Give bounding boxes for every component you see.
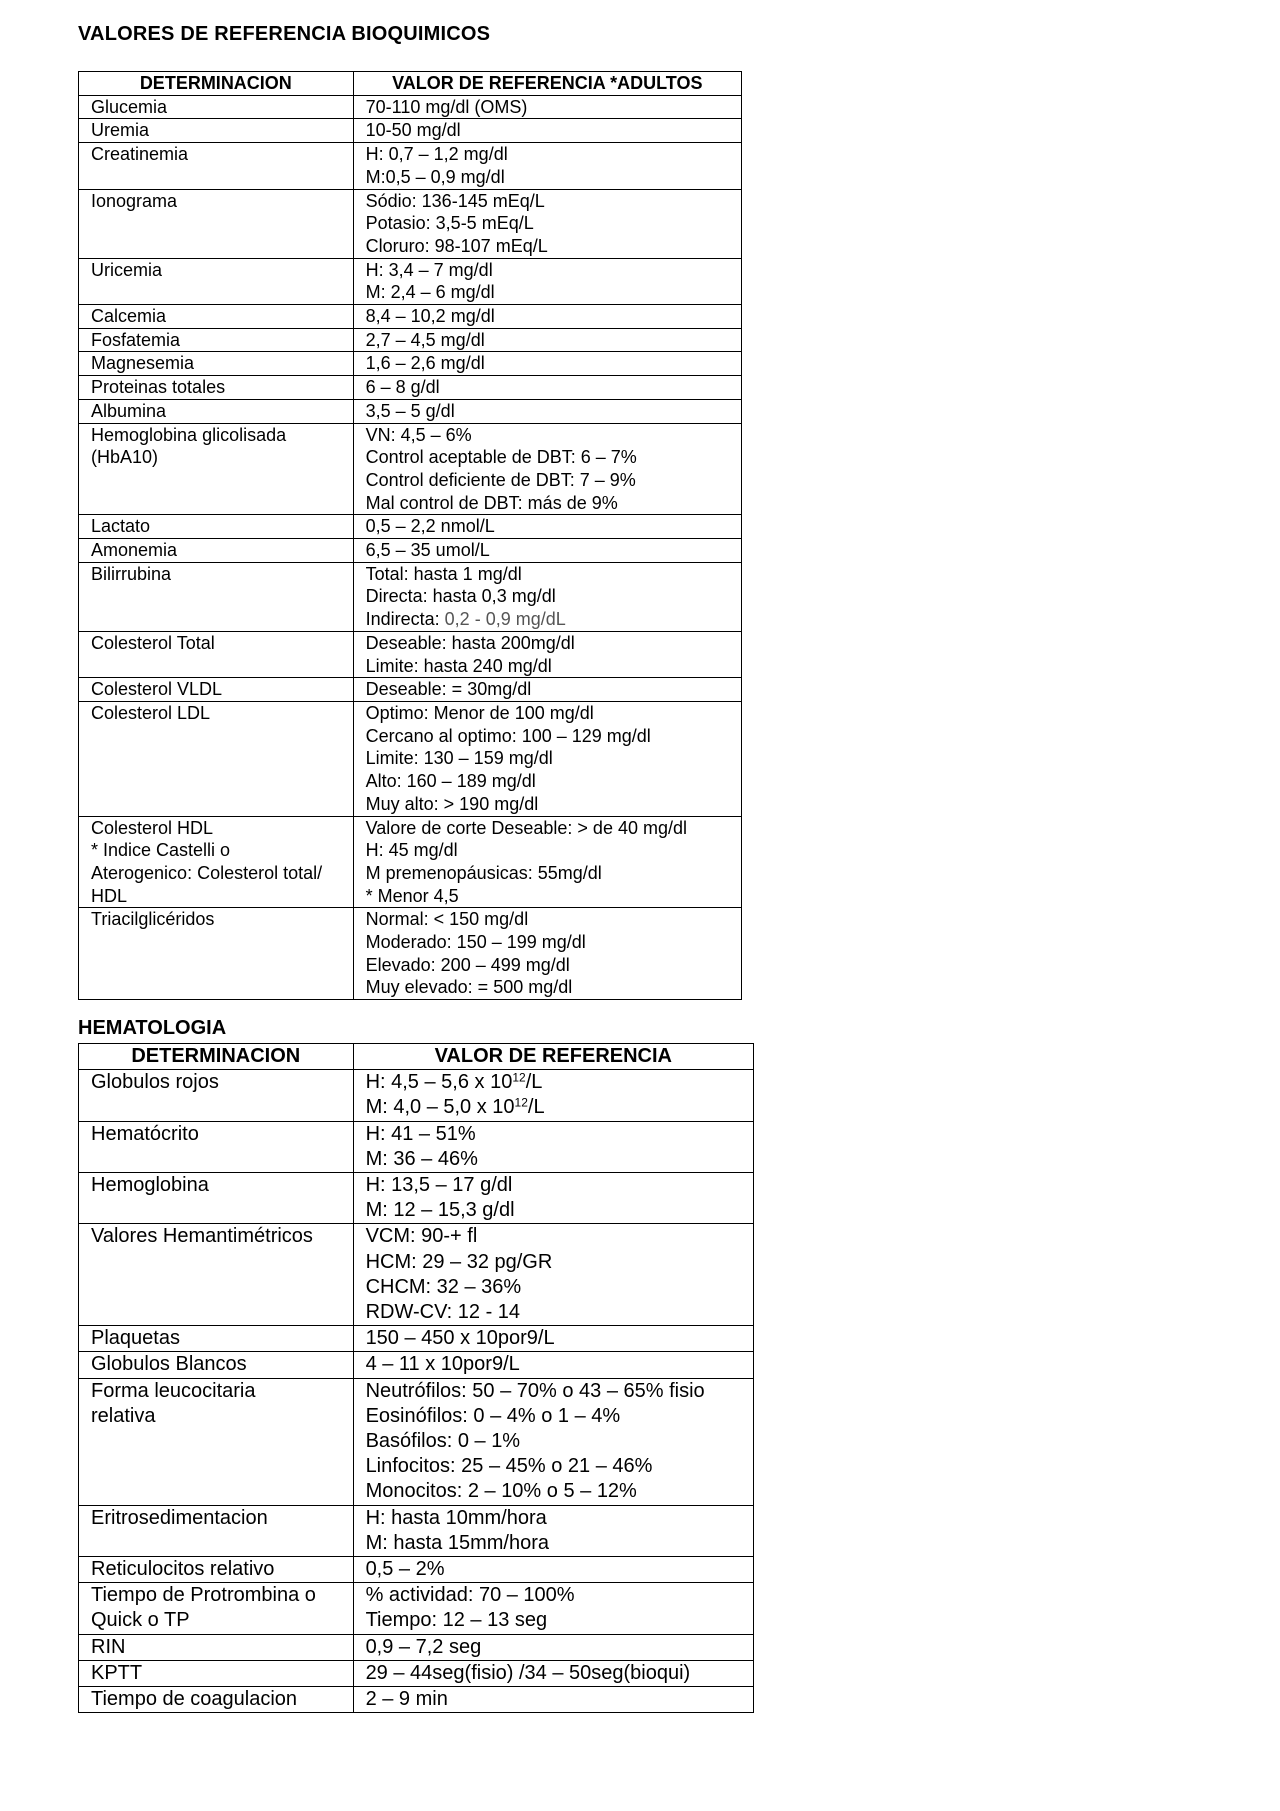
- table-row: [79, 1634, 754, 1660]
- valor-line: Deseable: = 30mg/dl: [365, 679, 532, 700]
- valor-text: 0,2 - 0,9 mg/dL: [444, 609, 566, 630]
- table-row: [79, 1173, 754, 1224]
- exponent: 12: [512, 1070, 526, 1085]
- valor-cell: [353, 908, 741, 1000]
- determinacion-line: Colesterol VLDL: [91, 679, 223, 700]
- determinacion-cell: [79, 1070, 354, 1121]
- hematologia-title: HEMATOLOGIA: [78, 1017, 227, 1039]
- valor-line: VCM: 90-+ fl: [365, 1225, 478, 1248]
- valor-line: Mal control de DBT: más de 9%: [365, 492, 618, 513]
- determinacion-cell: [79, 328, 354, 352]
- valor-line: 6,5 – 35 umol/L: [365, 540, 490, 561]
- column-header-valor-referencia: VALOR DE REFERENCIA: [353, 1044, 753, 1070]
- valor-line: Total: hasta 1 mg/dl: [365, 563, 522, 584]
- valor-line: CHCM: 32 – 36%: [365, 1275, 522, 1298]
- table-row: [79, 352, 742, 376]
- determinacion-cell: [79, 1121, 354, 1172]
- determinacion-line: Magnesemia: [91, 353, 195, 374]
- determinacion-line: HDL: [91, 885, 128, 906]
- determinacion-line: Bilirrubina: [91, 563, 172, 584]
- valor-cell: [353, 562, 741, 631]
- determinacion-line: Fosfatemia: [91, 329, 181, 350]
- determinacion-cell: [79, 399, 354, 423]
- valor-line: 0,5 – 2,2 nmol/L: [365, 516, 495, 537]
- determinacion-line: * Indice Castelli o: [91, 840, 231, 861]
- valor-line: Muy alto: > 190 mg/dl: [365, 793, 539, 814]
- table-row: [79, 678, 742, 702]
- table-row: [79, 376, 742, 400]
- valor-line: Monocitos: 2 – 10% o 5 – 12%: [365, 1480, 637, 1503]
- table-row: [79, 908, 742, 1000]
- table-row: [79, 816, 742, 908]
- determinacion-line: (HbA10): [91, 447, 159, 468]
- table-row: [79, 119, 742, 143]
- valor-text: M: 4,0 – 5,0 x 10: [365, 1096, 515, 1119]
- valor-cell: [353, 399, 741, 423]
- determinacion-line: Reticulocitos relativo: [91, 1558, 275, 1581]
- table-row: [79, 305, 742, 329]
- determinacion-cell: [79, 1352, 354, 1378]
- table-row: [79, 1121, 754, 1172]
- valor-line: M:0,5 – 0,9 mg/dl: [365, 166, 505, 187]
- valor-line: H: 41 – 51%: [365, 1122, 476, 1145]
- exponent: 12: [514, 1095, 528, 1110]
- valor-line: H: 3,4 – 7 mg/dl: [365, 259, 493, 280]
- valor-line: Moderado: 150 – 199 mg/dl: [365, 932, 586, 953]
- determinacion-cell: [79, 539, 354, 563]
- valor-cell: [353, 1583, 753, 1634]
- determinacion-cell: [79, 631, 354, 677]
- determinacion-line: KPTT: [91, 1661, 143, 1684]
- determinacion-line: Eritrosedimentacion: [91, 1506, 268, 1529]
- determinacion-cell: [79, 1505, 354, 1556]
- determinacion-line: Ionograma: [91, 190, 178, 211]
- valor-cell: [353, 95, 741, 119]
- determinacion-cell: [79, 1634, 354, 1660]
- table-row: [79, 515, 742, 539]
- valor-cell: [353, 376, 741, 400]
- determinacion-cell: [79, 515, 354, 539]
- valor-line: 4 – 11 x 10por9/L: [365, 1353, 520, 1376]
- determinacion-line: Creatinemia: [91, 144, 189, 165]
- determinacion-line: Hemoglobina glicolisada: [91, 424, 287, 445]
- table-row: [79, 328, 742, 352]
- column-header-determinacion: DETERMINACION: [79, 72, 354, 96]
- determinacion-line: Uremia: [91, 120, 150, 141]
- valor-line: 8,4 – 10,2 mg/dl: [365, 306, 495, 327]
- table-row: [79, 631, 742, 677]
- determinacion-cell: [79, 95, 354, 119]
- table-row: [79, 258, 742, 304]
- valor-line: Limite: hasta 240 mg/dl: [365, 655, 552, 676]
- determinacion-line: Tiempo de Protrombina o: [91, 1584, 316, 1607]
- valor-line: 29 – 44seg(fisio) /34 – 50seg(bioqui): [365, 1661, 691, 1684]
- table-row: [79, 1660, 754, 1686]
- determinacion-cell: [79, 701, 354, 816]
- table-row: [79, 1352, 754, 1378]
- determinacion-line: Albumina: [91, 400, 167, 421]
- determinacion-cell: [79, 1660, 354, 1686]
- determinacion-cell: [79, 119, 354, 143]
- valor-line: H: 0,7 – 1,2 mg/dl: [365, 144, 508, 165]
- valor-cell: [353, 352, 741, 376]
- determinacion-line: Forma leucocitaria: [91, 1379, 256, 1402]
- table-row: [79, 423, 742, 515]
- valor-line: 1,6 – 2,6 mg/dl: [365, 353, 485, 374]
- valor-cell: [353, 1505, 753, 1556]
- determinacion-cell: [79, 1378, 354, 1505]
- valor-cell: [353, 1557, 753, 1583]
- column-header-valor-referencia: VALOR DE REFERENCIA *ADULTOS: [353, 72, 741, 96]
- valor-line: H: 45 mg/dl: [365, 840, 458, 861]
- valor-line: [366, 1095, 753, 1120]
- valor-line: Alto: 160 – 189 mg/dl: [365, 771, 536, 792]
- determinacion-cell: [79, 189, 354, 258]
- determinacion-line: Amonemia: [91, 540, 178, 561]
- determinacion-cell: [79, 258, 354, 304]
- valor-text: /L: [527, 1096, 545, 1119]
- valor-line: H: hasta 10mm/hora: [365, 1506, 547, 1529]
- valor-text: H: 4,5 – 5,6 x 10: [365, 1071, 513, 1094]
- table-header-row: [79, 72, 742, 96]
- table-row: [79, 399, 742, 423]
- valor-cell: [353, 143, 741, 189]
- valor-line: Basófilos: 0 – 1%: [365, 1430, 521, 1453]
- determinacion-line: Globulos rojos: [91, 1071, 219, 1094]
- valor-line: Normal: < 150 mg/dl: [365, 909, 529, 930]
- determinacion-line: Calcemia: [91, 306, 167, 327]
- table-row: [79, 1557, 754, 1583]
- valor-line: M premenopáusicas: 55mg/dl: [365, 862, 602, 883]
- determinacion-cell: [79, 1583, 354, 1634]
- determinacion-line: Hematócrito: [91, 1122, 199, 1145]
- valor-line: Elevado: 200 – 499 mg/dl: [365, 954, 570, 975]
- table-row: [79, 95, 742, 119]
- valor-cell: [353, 1173, 753, 1224]
- valor-cell: [353, 258, 741, 304]
- table-row: [79, 1224, 754, 1326]
- valor-cell: [353, 539, 741, 563]
- valor-line: 0,5 – 2%: [365, 1558, 445, 1581]
- valor-line: Sódio: 136-145 mEq/L: [365, 190, 545, 211]
- table-row: [79, 1687, 754, 1713]
- determinacion-cell: [79, 1557, 354, 1583]
- valor-line: RDW-CV: 12 - 14: [365, 1301, 521, 1324]
- determinacion-line: Globulos Blancos: [91, 1353, 247, 1376]
- determinacion-line: Tiempo de coagulacion: [91, 1688, 298, 1711]
- valor-cell: [353, 189, 741, 258]
- determinacion-cell: [79, 1173, 354, 1224]
- valor-line: [366, 608, 741, 631]
- column-header-determinacion: DETERMINACION: [79, 1044, 354, 1070]
- valor-line: M: 36 – 46%: [365, 1147, 478, 1170]
- determinacion-line: Colesterol HDL: [91, 817, 214, 838]
- valor-line: Cercano al optimo: 100 – 129 mg/dl: [365, 725, 651, 746]
- valor-line: 70-110 mg/dl (OMS): [365, 96, 528, 117]
- valor-cell: [353, 1660, 753, 1686]
- valor-line: Cloruro: 98-107 mEq/L: [365, 235, 548, 256]
- determinacion-cell: [79, 1224, 354, 1326]
- valor-cell: [353, 328, 741, 352]
- document-title: VALORES DE REFERENCIA BIOQUIMICOS: [78, 23, 491, 45]
- valor-line: 2,7 – 4,5 mg/dl: [365, 329, 485, 350]
- determinacion-cell: [79, 305, 354, 329]
- valor-line: Eosinófilos: 0 – 4% o 1 – 4%: [365, 1404, 621, 1427]
- table-row: [79, 1070, 754, 1121]
- valor-line: Optimo: Menor de 100 mg/dl: [365, 702, 594, 723]
- valor-line: 10-50 mg/dl: [365, 120, 461, 141]
- valor-cell: [353, 1634, 753, 1660]
- valor-line: Potasio: 3,5-5 mEq/L: [365, 213, 534, 234]
- determinacion-line: Proteinas totales: [91, 377, 226, 398]
- table-header-row: [79, 1044, 754, 1070]
- valor-line: Muy elevado: = 500 mg/dl: [365, 977, 573, 998]
- table-row: [79, 143, 742, 189]
- table-row: [79, 539, 742, 563]
- valor-cell: [353, 1378, 753, 1505]
- valor-line: % actividad: 70 – 100%: [365, 1584, 575, 1607]
- table-row: [79, 701, 742, 816]
- determinacion-line: Lactato: [91, 516, 151, 537]
- valor-line: Directa: hasta 0,3 mg/dl: [365, 586, 556, 607]
- valor-cell: [353, 119, 741, 143]
- determinacion-cell: [79, 678, 354, 702]
- determinacion-line: Colesterol LDL: [91, 702, 211, 723]
- table-row: [79, 189, 742, 258]
- valor-cell: [353, 515, 741, 539]
- valor-line: M: hasta 15mm/hora: [365, 1531, 549, 1554]
- valor-line: Limite: 130 – 159 mg/dl: [365, 748, 553, 769]
- valor-cell: [353, 1352, 753, 1378]
- valor-cell: [353, 816, 741, 908]
- valor-line: 2 – 9 min: [365, 1688, 448, 1711]
- determinacion-line: RIN: [91, 1635, 126, 1658]
- valor-line: [366, 1070, 753, 1095]
- determinacion-line: Uricemia: [91, 259, 163, 280]
- valor-cell: [353, 423, 741, 515]
- valor-cell: [353, 1687, 753, 1713]
- valor-line: M: 2,4 – 6 mg/dl: [365, 282, 495, 303]
- valor-cell: [353, 305, 741, 329]
- valor-text: Indirecta:: [365, 609, 445, 630]
- valor-line: H: 13,5 – 17 g/dl: [365, 1174, 513, 1197]
- determinacion-cell: [79, 423, 354, 515]
- determinacion-cell: [79, 143, 354, 189]
- valor-line: 0,9 – 7,2 seg: [365, 1635, 482, 1658]
- table-row: [79, 1583, 754, 1634]
- determinacion-line: Quick o TP: [91, 1609, 190, 1632]
- valor-cell: [353, 631, 741, 677]
- determinacion-cell: [79, 1326, 354, 1352]
- determinacion-line: Aterogenico: Colesterol total/: [91, 862, 323, 883]
- determinacion-cell: [79, 376, 354, 400]
- determinacion-line: Hemoglobina: [91, 1174, 209, 1197]
- valor-line: Control aceptable de DBT: 6 – 7%: [365, 447, 637, 468]
- valor-line: Control deficiente de DBT: 7 – 9%: [365, 469, 636, 490]
- determinacion-line: Triacilglicéridos: [91, 909, 215, 930]
- determinacion-cell: [79, 908, 354, 1000]
- determinacion-cell: [79, 1687, 354, 1713]
- determinacion-line: Colesterol Total: [91, 632, 215, 653]
- determinacion-line: Plaquetas: [91, 1327, 180, 1350]
- determinacion-line: Valores Hemantimétricos: [91, 1225, 313, 1248]
- determinacion-line: relativa: [91, 1404, 156, 1427]
- determinacion-cell: [79, 816, 354, 908]
- valor-cell: [353, 1326, 753, 1352]
- determinacion-line: Glucemia: [91, 96, 168, 117]
- table-row: [79, 562, 742, 631]
- valor-cell: [353, 678, 741, 702]
- bioquimica-table: [78, 71, 742, 1000]
- determinacion-cell: [79, 352, 354, 376]
- valor-line: Neutrófilos: 50 – 70% o 43 – 65% fisio: [365, 1379, 705, 1402]
- valor-cell: [353, 1224, 753, 1326]
- valor-cell: [353, 1121, 753, 1172]
- table-row: [79, 1326, 754, 1352]
- valor-line: Linfocitos: 25 – 45% o 21 – 46%: [365, 1455, 653, 1478]
- valor-text: /L: [525, 1071, 543, 1094]
- valor-line: 150 – 450 x 10por9/L: [365, 1327, 555, 1350]
- valor-line: 6 – 8 g/dl: [365, 377, 440, 398]
- valor-line: * Menor 4,5: [365, 885, 459, 906]
- valor-line: Deseable: hasta 200mg/dl: [365, 632, 575, 653]
- valor-line: 3,5 – 5 g/dl: [365, 400, 455, 421]
- valor-cell: [353, 1070, 753, 1121]
- valor-line: Tiempo: 12 – 13 seg: [365, 1609, 548, 1632]
- valor-line: VN: 4,5 – 6%: [365, 424, 472, 445]
- table-row: [79, 1505, 754, 1556]
- valor-line: Valore de corte Deseable: > de 40 mg/dl: [365, 817, 687, 838]
- hematologia-table: [78, 1043, 754, 1713]
- valor-line: M: 12 – 15,3 g/dl: [365, 1199, 515, 1222]
- valor-line: HCM: 29 – 32 pg/GR: [365, 1250, 553, 1273]
- table-row: [79, 1378, 754, 1505]
- determinacion-cell: [79, 562, 354, 631]
- valor-cell: [353, 701, 741, 816]
